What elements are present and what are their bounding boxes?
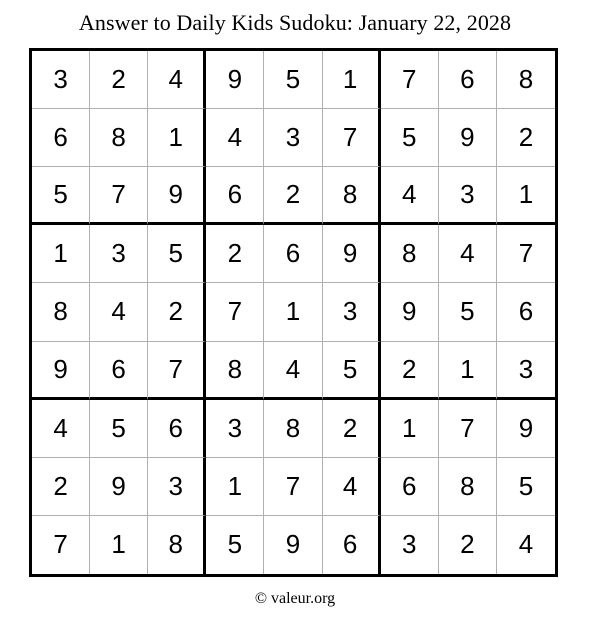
- sudoku-cell-r3-c3: 9: [148, 167, 206, 225]
- sudoku-cell-r1-c3: 4: [148, 51, 206, 109]
- sudoku-cell-r5-c3: 2: [148, 283, 206, 341]
- sudoku-cell-r7-c3: 6: [148, 400, 206, 458]
- sudoku-cell-r1-c6: 1: [323, 51, 381, 109]
- sudoku-cell-r2-c5: 3: [264, 109, 322, 167]
- sudoku-grid: [29, 48, 558, 577]
- sudoku-cell-r9-c1: 7: [32, 516, 90, 574]
- sudoku-cell-r3-c6: 8: [323, 167, 381, 225]
- sudoku-cell-r7-c6: 2: [323, 400, 381, 458]
- sudoku-cell-r7-c1: 4: [32, 400, 90, 458]
- sudoku-cell-r3-c7: 4: [381, 167, 439, 225]
- sudoku-cell-r3-c2: 7: [90, 167, 148, 225]
- sudoku-cell-r8-c1: 2: [32, 458, 90, 516]
- sudoku-cell-r6-c2: 6: [90, 342, 148, 400]
- sudoku-cell-r2-c6: 7: [323, 109, 381, 167]
- sudoku-cell-r3-c8: 3: [439, 167, 497, 225]
- sudoku-cell-r7-c9: 9: [497, 400, 555, 458]
- sudoku-cell-r3-c4: 6: [206, 167, 264, 225]
- sudoku-cell-r1-c9: 8: [497, 51, 555, 109]
- sudoku-cell-r5-c4: 7: [206, 283, 264, 341]
- sudoku-cell-r5-c8: 5: [439, 283, 497, 341]
- sudoku-cell-r7-c5: 8: [264, 400, 322, 458]
- sudoku-cell-r1-c1: 3: [32, 51, 90, 109]
- sudoku-cell-r3-c1: 5: [32, 167, 90, 225]
- sudoku-cell-r8-c9: 5: [497, 458, 555, 516]
- sudoku-cell-r9-c9: 4: [518, 529, 534, 560]
- sudoku-cell-r6-c7: 2: [381, 342, 439, 400]
- sudoku-cell-r7-c7: 1: [381, 400, 439, 458]
- sudoku-cell-r8-c6: 4: [323, 458, 381, 516]
- sudoku-cell-r6-c8: 1: [439, 342, 497, 400]
- sudoku-cell-r1-c2: 2: [90, 51, 148, 109]
- sudoku-cell-r9-c2: 1: [90, 516, 148, 574]
- sudoku-cell-r9-c5: 9: [264, 516, 322, 574]
- sudoku-cell-r6-c1: 9: [32, 342, 90, 400]
- sudoku-cell-r1-c4: 9: [206, 51, 264, 109]
- sudoku-cell-r3-c9: 1: [497, 167, 555, 225]
- sudoku-cell-r7-c8: 7: [439, 400, 497, 458]
- sudoku-cell-r4-c6: 9: [323, 225, 381, 283]
- sudoku-cell-r5-c2: 4: [90, 283, 148, 341]
- page-title: Answer to Daily Kids Sudoku: January 22, 2028: [78, 10, 512, 35]
- sudoku-cell-r9-c8: 2: [439, 516, 497, 574]
- sudoku-cell-r4-c4: 2: [206, 225, 264, 283]
- sudoku-cell-r1-c5: 5: [264, 51, 322, 109]
- sudoku-cell-r9-c4: 5: [206, 516, 264, 574]
- sudoku-cell-r1-c7: 7: [381, 51, 439, 109]
- sudoku-cell-r6-c3: 7: [148, 342, 206, 400]
- sudoku-cell-r2-c9: 2: [497, 109, 555, 167]
- sudoku-cell-r8-c4: 1: [206, 458, 264, 516]
- sudoku-cell-r5-c7: 9: [381, 283, 439, 341]
- sudoku-cell-r2-c2: 8: [90, 109, 148, 167]
- sudoku-cell-r4-c2: 3: [90, 225, 148, 283]
- sudoku-cell-r5-c5: 1: [264, 283, 322, 341]
- sudoku-cell-r4-c1: 1: [32, 225, 90, 283]
- sudoku-cell-r2-c1: 6: [32, 109, 90, 167]
- sudoku-cell-r8-c5: 7: [264, 458, 322, 516]
- sudoku-cell-r5-c9: 6: [497, 283, 555, 341]
- sudoku-cell-r8-c3: 3: [148, 458, 206, 516]
- sudoku-cell-r8-c2: 9: [90, 458, 148, 516]
- sudoku-cell-r4-c8: 4: [439, 225, 497, 283]
- sudoku-cell-r7-c4: 3: [206, 400, 264, 458]
- copyright-footer: © valeur.org: [254, 590, 336, 607]
- sudoku-cell-r2-c4: 4: [206, 109, 264, 167]
- sudoku-cell-r1-c8: 6: [439, 51, 497, 109]
- sudoku-cell-r9-c3: 8: [148, 516, 206, 574]
- sudoku-cell-r5-c6: 3: [323, 283, 381, 341]
- sudoku-cell-r8-c8: 8: [439, 458, 497, 516]
- sudoku-cell-r2-c8: 9: [439, 109, 497, 167]
- sudoku-cell-r2-c3: 1: [148, 109, 206, 167]
- sudoku-cell-r9-c6: 6: [323, 516, 381, 574]
- sudoku-cell-r4-c9: 7: [497, 225, 555, 283]
- sudoku-cell-r2-c7: 5: [381, 109, 439, 167]
- sudoku-cell-r6-c4: 8: [206, 342, 264, 400]
- sudoku-cell-r6-c6: 5: [323, 342, 381, 400]
- sudoku-cell-r6-c9: 3: [497, 342, 555, 400]
- sudoku-cell-r9-c7: 3: [381, 516, 439, 574]
- sudoku-cell-r4-c5: 6: [264, 225, 322, 283]
- sudoku-cell-r7-c2: 5: [90, 400, 148, 458]
- sudoku-cell-r8-c7: 6: [381, 458, 439, 516]
- sudoku-cell-r4-c3: 5: [148, 225, 206, 283]
- sudoku-cell-r6-c5: 4: [264, 342, 322, 400]
- sudoku-cell-r5-c1: 8: [32, 283, 90, 341]
- sudoku-cell-r3-c5: 2: [264, 167, 322, 225]
- sudoku-cell-r4-c7: 8: [381, 225, 439, 283]
